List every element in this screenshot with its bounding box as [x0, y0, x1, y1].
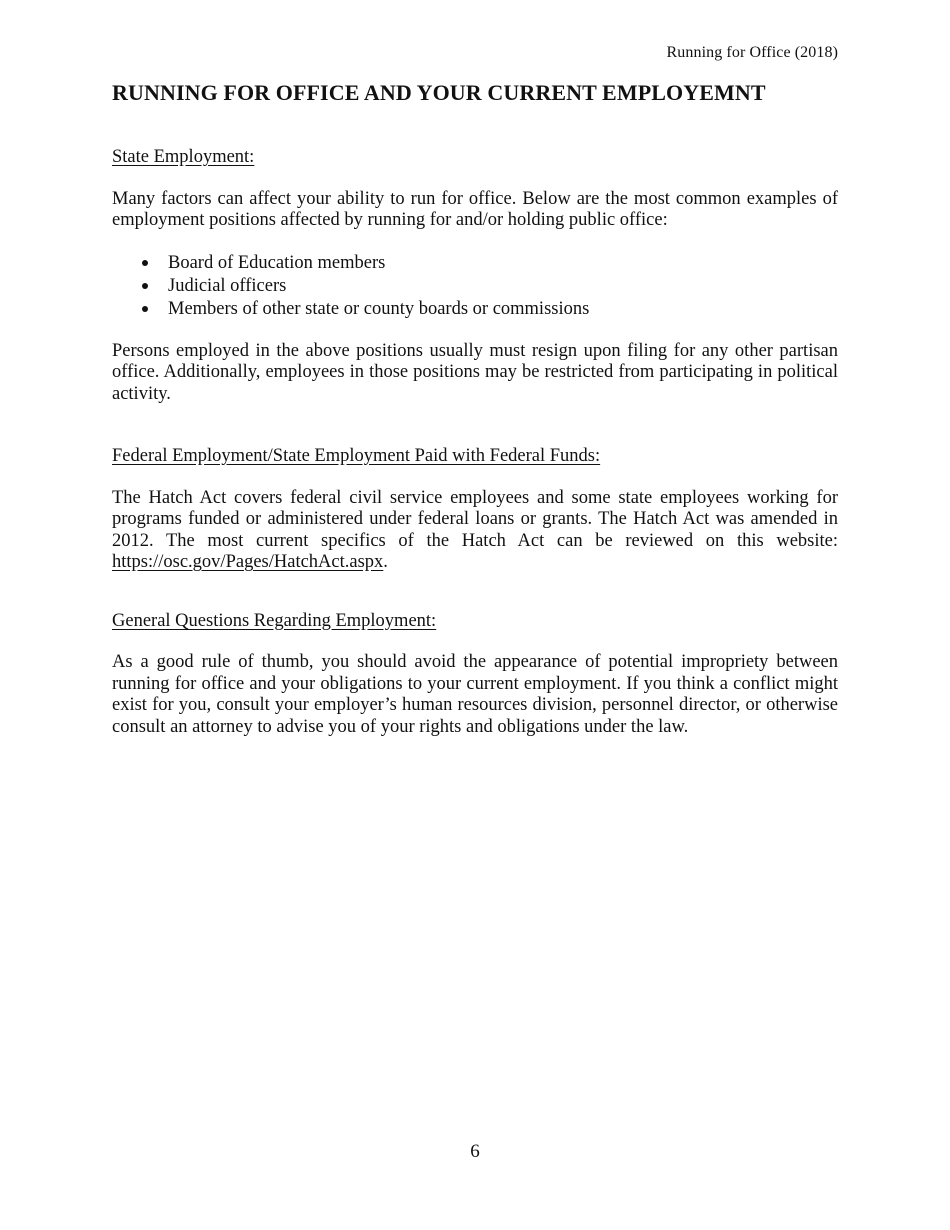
section-spacer [112, 425, 838, 446]
hatch-act-text: The Hatch Act covers federal civil service employees and some state employees working for programs funded or administered under federal loans or grants. The Hatch Act was amended in 2012. The most current specifics of the Hatch Act can be reviewed on this website: [112, 487, 838, 551]
general-questions-paragraph: As a good rule of thumb, you should avoid the appearance of potential impropriety between running for office and your obligations to your current employment. If you think a conflict might exist for you, consult your employer’s human resources division, personnel director, or otherwise consult an attorney to advise you of your rights and obligations under the law. [112, 652, 838, 737]
bullet-icon [142, 306, 148, 312]
section-heading: General Questions Regarding Employment: [112, 610, 437, 631]
document-body [112, 80, 838, 758]
list-item-text: Members of other state or county boards or commissions [168, 298, 590, 319]
bullet-icon [142, 283, 148, 289]
section-spacer [112, 594, 838, 611]
section-heading: Federal Employment/State Employment Paid with Federal Funds: [112, 446, 601, 466]
section-heading: State Employment: [112, 147, 255, 167]
section-federal-employment [112, 446, 838, 574]
list-item-text: Judicial officers [168, 275, 287, 296]
page-number: 6 [470, 1141, 480, 1162]
section-intro-paragraph: Many factors can affect your ability to run for office. Below are the most common examples of employment positions affected by running for and/or holding public office: [112, 188, 838, 230]
list-item [112, 298, 838, 321]
running-header: Running for Office (2018) [666, 44, 838, 61]
section-closing-paragraph: Persons employed in the above positions usually must resign upon filing for any other partisan office. Additionally, employees in those positions may be restricted from participating in political activity. [112, 340, 838, 404]
hatch-act-paragraph [112, 488, 838, 574]
list-item-text: Board of Education members [168, 252, 386, 273]
affected-positions-list [112, 252, 838, 321]
hatch-act-link[interactable]: https://osc.gov/Pages/HatchAct.aspx [112, 552, 384, 572]
section-state-employment [112, 147, 838, 405]
list-item [112, 275, 838, 298]
bullet-icon [142, 260, 148, 266]
link-suffix: . [383, 552, 388, 572]
list-item [112, 252, 838, 275]
section-general-questions [112, 611, 838, 739]
page-title: RUNNING FOR OFFICE AND YOUR CURRENT EMPLOYEMNT [112, 80, 766, 105]
